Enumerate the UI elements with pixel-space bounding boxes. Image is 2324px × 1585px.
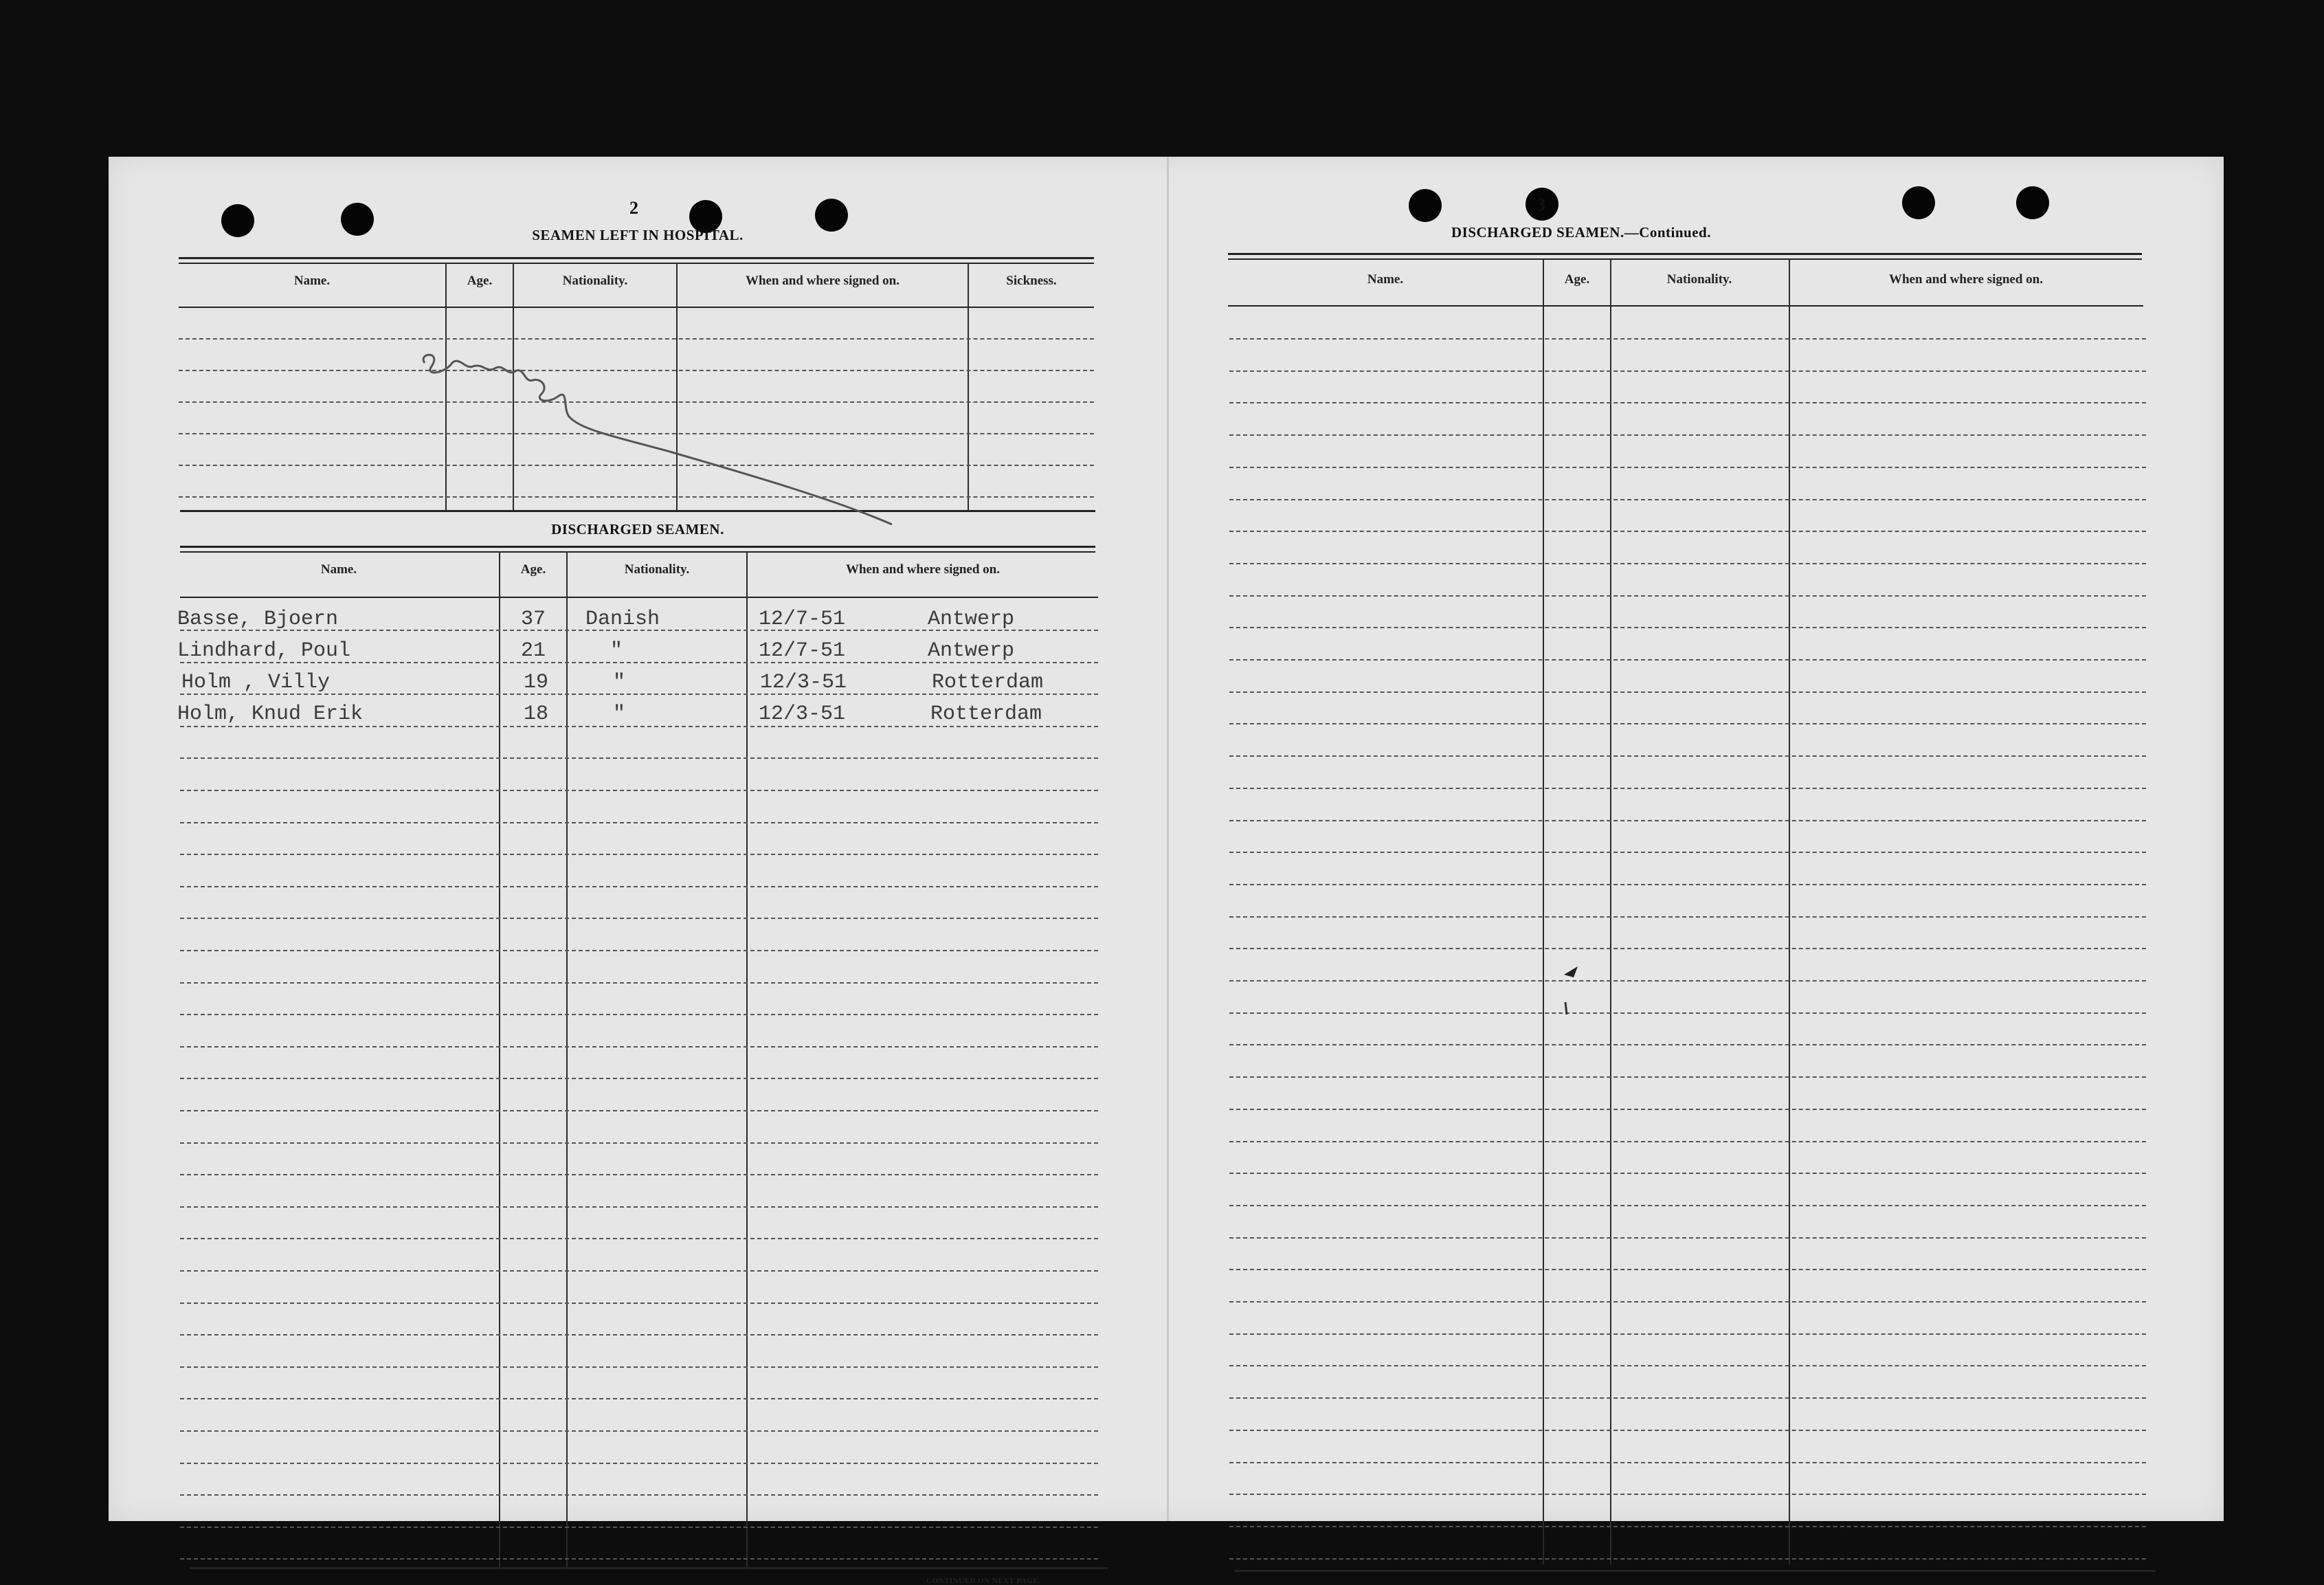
ruled-line xyxy=(180,790,1098,791)
punch-hole xyxy=(221,204,254,237)
discharged-col-divider xyxy=(566,551,568,1567)
discharged-header-rule xyxy=(180,597,1098,598)
ruled-line xyxy=(180,1398,1098,1399)
discharged-col-divider xyxy=(746,551,748,1567)
ruled-line xyxy=(1229,563,2146,564)
ruled-line xyxy=(180,1430,1098,1432)
entry-place: Antwerp xyxy=(928,608,1015,631)
left-page xyxy=(109,157,1167,1585)
entry-age: 18 xyxy=(524,702,549,726)
ruled-line xyxy=(180,1334,1098,1335)
ruled-line xyxy=(180,918,1098,919)
ruled-line xyxy=(180,982,1098,984)
discharged-col-divider xyxy=(499,551,500,1567)
ruled-line xyxy=(1229,1365,2146,1366)
ruled-line xyxy=(1229,788,2146,789)
ruled-line xyxy=(180,1174,1098,1175)
ruled-line xyxy=(180,1527,1098,1528)
ruled-line xyxy=(1229,627,2146,628)
ruled-line xyxy=(180,726,1098,727)
ruled-line xyxy=(180,1046,1098,1048)
ruled-line xyxy=(180,694,1098,695)
ruled-line xyxy=(1229,1044,2146,1045)
page-number: 3 xyxy=(1537,195,1545,214)
ruled-line xyxy=(1229,1462,2146,1463)
ruled-line xyxy=(1229,1237,2146,1239)
punch-hole xyxy=(815,199,848,232)
discharged-top-rule-2 xyxy=(180,551,1095,553)
ruled-line xyxy=(1229,338,2146,340)
ruled-line xyxy=(1229,370,2146,372)
discharged-header-age: Age. xyxy=(520,562,546,577)
ruled-line xyxy=(180,1238,1098,1239)
ruled-line xyxy=(180,1303,1098,1304)
ruled-line xyxy=(1229,1333,2146,1335)
entry-nationality: " xyxy=(613,702,626,726)
hospital-section-title: SEAMEN LEFT IN HOSPITAL. xyxy=(532,227,744,243)
ruled-line xyxy=(180,886,1098,887)
ruled-line xyxy=(180,1078,1098,1079)
entry-name: Holm, Knud Erik xyxy=(177,702,364,726)
entry-nationality: " xyxy=(613,671,626,694)
hospital-header-sickness: Sickness. xyxy=(1006,274,1057,288)
ruled-line xyxy=(180,1558,1098,1560)
ruled-line xyxy=(1229,659,2146,661)
ruled-line xyxy=(1229,1526,2146,1527)
ruled-line xyxy=(1229,499,2146,500)
hospital-header-nationality: Nationality. xyxy=(562,274,628,288)
ruled-line xyxy=(180,757,1098,759)
ruled-line xyxy=(180,1494,1098,1496)
ruled-line xyxy=(1229,531,2146,532)
right-col-divider xyxy=(1610,258,1611,1564)
continued-section-title: DISCHARGED SEAMEN.—Continued. xyxy=(1451,224,1711,241)
ruled-line xyxy=(1229,723,2146,724)
ruled-line xyxy=(1229,820,2146,821)
ruled-line xyxy=(1229,884,2146,885)
ruled-line xyxy=(1229,1494,2146,1495)
ruled-line xyxy=(1229,852,2146,853)
ruled-line xyxy=(1229,1141,2146,1142)
punch-hole xyxy=(341,203,374,236)
ruled-line xyxy=(180,662,1098,663)
right-bottom-rule xyxy=(1235,1570,2156,1572)
ruled-line xyxy=(180,822,1098,823)
right-col-divider xyxy=(1789,258,1790,1564)
ruled-line xyxy=(180,630,1098,631)
ruled-line xyxy=(180,1270,1098,1272)
document-sheet xyxy=(109,157,2224,1585)
ruled-line xyxy=(1229,1430,2146,1431)
continued-note: CONTINUED ON NEXT PAGE. xyxy=(926,1577,1041,1585)
ruled-line xyxy=(1229,1269,2146,1270)
ruled-line xyxy=(1229,755,2146,757)
hospital-top-rule xyxy=(179,257,1094,259)
entry-place: Rotterdam xyxy=(932,671,1044,694)
hospital-header-age: Age. xyxy=(467,274,493,288)
ruled-line xyxy=(1229,402,2146,403)
ruled-line xyxy=(1229,1012,2146,1014)
hospital-header-name: Name. xyxy=(293,274,331,288)
ruled-line xyxy=(1229,1076,2146,1078)
ruled-line xyxy=(1229,948,2146,949)
discharged-header-signed-on: When and where signed on. xyxy=(845,562,1000,577)
discharged-section-title: DISCHARGED SEAMEN. xyxy=(551,521,724,537)
entry-date: 12/7-51 xyxy=(759,639,846,663)
ruled-line xyxy=(1229,916,2146,918)
right-header-rule xyxy=(1228,305,2143,307)
discharged-header-name: Name. xyxy=(320,562,357,577)
entry-place: Antwerp xyxy=(928,639,1015,663)
ruled-line xyxy=(1229,1558,2146,1560)
ruled-line xyxy=(1229,1301,2146,1303)
right-header-signed-on: When and where signed on. xyxy=(1888,272,2043,287)
right-header-name: Name. xyxy=(1367,272,1404,287)
discharged-bottom-rule xyxy=(190,1567,1108,1569)
punch-hole xyxy=(2016,186,2049,219)
right-header-age: Age. xyxy=(1564,272,1590,287)
ruled-line xyxy=(180,1014,1098,1015)
entry-nationality: Danish xyxy=(585,608,660,631)
right-top-rule-2 xyxy=(1228,258,2142,260)
right-header-nationality: Nationality. xyxy=(1666,272,1732,287)
entry-age: 19 xyxy=(524,671,549,694)
hospital-top-rule-2 xyxy=(179,263,1094,264)
right-page xyxy=(1169,157,2224,1521)
ruled-line xyxy=(1229,980,2146,982)
ruled-line xyxy=(180,1463,1098,1464)
right-col-divider xyxy=(1543,258,1544,1564)
page-number: 2 xyxy=(629,198,638,218)
pencil-mark xyxy=(1550,961,1591,1064)
hospital-header-signed-on: When and where signed on. xyxy=(745,274,900,288)
ruled-line xyxy=(180,854,1098,855)
ruled-line xyxy=(180,1110,1098,1111)
ruled-line xyxy=(1229,691,2146,693)
entry-name: Holm , Villy xyxy=(181,671,331,694)
hospital-header-rule xyxy=(179,307,1094,308)
ruled-line xyxy=(180,1366,1098,1368)
discharged-header-nationality: Nationality. xyxy=(624,562,690,577)
ruled-line xyxy=(1229,595,2146,597)
entry-age: 21 xyxy=(521,639,546,663)
entry-place: Rotterdam xyxy=(930,702,1042,726)
discharged-top-rule xyxy=(180,546,1095,548)
ruled-line xyxy=(1229,1109,2146,1110)
entry-name: Lindhard, Poul xyxy=(177,639,351,663)
punch-hole xyxy=(1902,186,1935,219)
ruled-line xyxy=(1229,1205,2146,1206)
ruled-line xyxy=(180,1206,1098,1208)
ruled-line xyxy=(1229,1173,2146,1174)
entry-nationality: " xyxy=(610,639,623,663)
punch-hole xyxy=(1409,189,1442,222)
entry-name: Basse, Bjoern xyxy=(177,608,339,631)
ruled-line xyxy=(180,950,1098,951)
entry-date: 12/7-51 xyxy=(759,608,846,631)
right-top-rule xyxy=(1228,253,2142,255)
ruled-line xyxy=(180,1142,1098,1144)
ruled-line xyxy=(1229,467,2146,468)
ruled-line xyxy=(1229,1397,2146,1399)
entry-age: 37 xyxy=(521,608,546,631)
ruled-line xyxy=(1229,434,2146,436)
entry-date: 12/3-51 xyxy=(759,702,846,726)
entry-date: 12/3-51 xyxy=(760,671,847,694)
